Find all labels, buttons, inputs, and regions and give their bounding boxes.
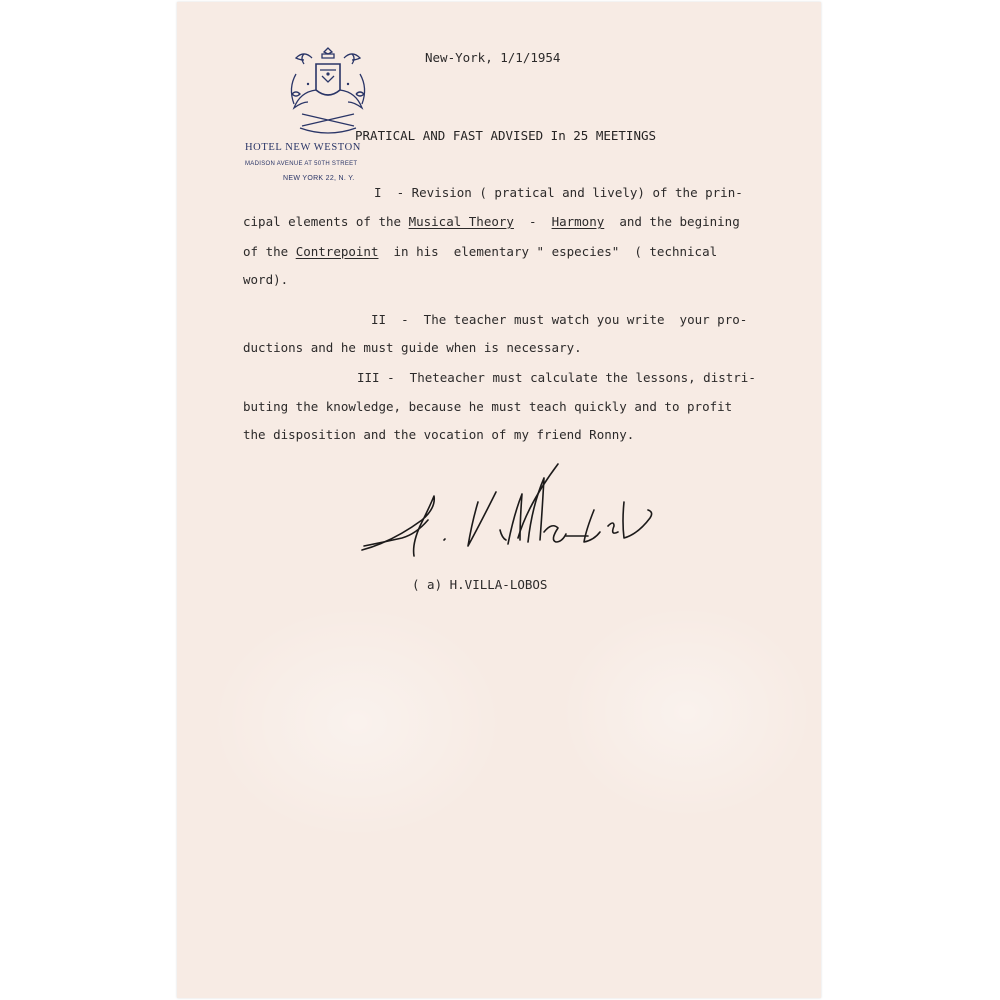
text-segment: ductions and he must guide when is necessary.	[243, 340, 582, 355]
item-1-line-1	[374, 185, 743, 200]
fold-highlight	[207, 602, 507, 842]
text-segment: cipal elements of the	[243, 214, 409, 229]
text-segment: I - Revision ( pratical and lively) of the prin-	[374, 185, 743, 200]
underlined-term: Harmony	[551, 214, 605, 229]
handwritten-signature	[358, 462, 663, 562]
text-segment: II - The teacher must watch you write your pro-	[371, 312, 748, 327]
text-segment: -	[513, 214, 552, 229]
text-segment: of the	[243, 244, 296, 259]
text-segment: buting the knowledge, because he must teach quickly and to profit	[243, 399, 733, 414]
hotel-address: MADISON AVENUE AT 50TH STREET	[245, 161, 358, 167]
item-1-line-3	[243, 244, 717, 259]
hotel-city: NEW YORK 22, N. Y.	[283, 175, 355, 182]
item-3-line-1	[357, 370, 756, 385]
hotel-name: HOTEL NEW WESTON	[245, 142, 361, 153]
fold-highlight	[557, 602, 817, 822]
item-1-line-2	[243, 214, 740, 229]
item-3-line-3	[243, 427, 634, 442]
item-2-line-1	[371, 312, 747, 327]
text-segment: in his elementary " especies" ( technical	[378, 244, 718, 259]
item-3-line-2	[243, 399, 732, 414]
item-2-line-2	[243, 340, 582, 355]
hotel-crest-logo	[282, 44, 374, 140]
text-segment: and the begining	[604, 214, 740, 229]
date-line: New-York, 1/1/1954	[425, 50, 561, 65]
text-segment: the disposition and the vocation of my friend Ronny.	[243, 427, 635, 442]
typed-signature: ( a) H.VILLA-LOBOS	[412, 577, 548, 592]
underlined-term: Musical Theory	[408, 214, 514, 229]
text-segment: III - Theteacher must calculate the lessons, distri-	[357, 370, 756, 385]
letter-heading: PRATICAL AND FAST ADVISED In 25 MEETINGS	[355, 128, 657, 143]
item-1-line-4	[243, 272, 288, 287]
underlined-term: Contrepoint	[295, 244, 379, 259]
text-segment: word).	[243, 272, 289, 287]
